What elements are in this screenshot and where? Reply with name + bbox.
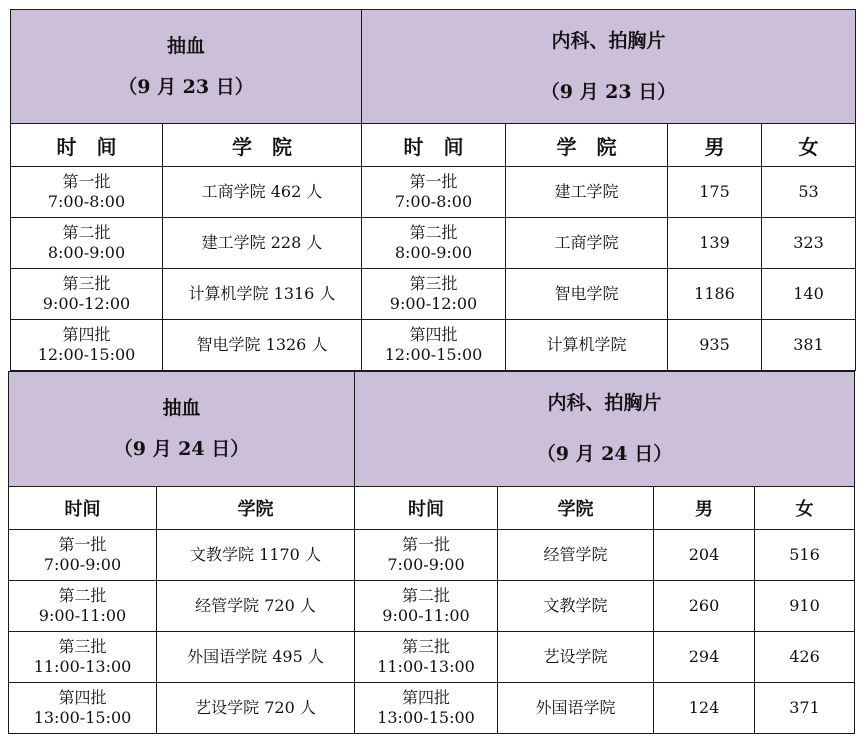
batch-time-range: 9:00-11:00 <box>38 606 127 625</box>
batch-time-cell <box>9 632 157 683</box>
blood-college-cell: 工商学院 462 人 <box>163 167 362 218</box>
batch-name: 第一批 <box>401 535 450 554</box>
batch-time-cell <box>9 683 157 734</box>
column-header-row <box>9 487 855 530</box>
exam-header <box>362 10 856 124</box>
table-row <box>9 581 855 632</box>
batch-time-range: 7:00-8:00 <box>394 192 473 211</box>
batch-name: 第二批 <box>409 223 458 242</box>
batch-name: 第三批 <box>62 274 111 293</box>
col-header-college: 学院 <box>498 487 654 530</box>
female-count-cell: 516 <box>755 530 855 581</box>
exam-college-cell: 经管学院 <box>498 530 654 581</box>
exam-header <box>355 372 855 487</box>
blood-college-cell: 外国语学院 495 人 <box>157 632 355 683</box>
blood-draw-header <box>9 372 355 487</box>
male-count-cell: 935 <box>668 320 762 371</box>
section-header-row <box>9 372 855 487</box>
batch-name: 第三批 <box>401 637 450 656</box>
male-count-cell: 204 <box>654 530 755 581</box>
schedule-table-day2 <box>8 371 855 734</box>
exam-title: 内科、拍胸片 <box>547 392 662 415</box>
blood-draw-date: （9 月 24 日） <box>113 438 250 460</box>
table-body <box>9 530 855 734</box>
batch-time-cell <box>362 269 506 320</box>
batch-time-cell <box>362 218 506 269</box>
table-row <box>9 683 855 734</box>
female-count-cell: 910 <box>755 581 855 632</box>
batch-time-cell <box>11 167 163 218</box>
batch-time-cell <box>11 269 163 320</box>
col-header-female: 女 <box>762 124 856 167</box>
col-header-male: 男 <box>668 124 762 167</box>
table-row <box>11 269 856 320</box>
col-header-time: 时 间 <box>11 124 163 167</box>
batch-name: 第三批 <box>58 637 107 656</box>
col-header-college: 学 院 <box>163 124 362 167</box>
schedule-table-day1 <box>10 9 856 371</box>
exam-college-cell: 文教学院 <box>498 581 654 632</box>
batch-name: 第二批 <box>401 586 450 605</box>
blood-college-cell: 计算机学院 1316 人 <box>163 269 362 320</box>
exam-date: （9 月 24 日） <box>536 443 673 465</box>
batch-name: 第一批 <box>62 172 111 191</box>
col-header-time: 时间 <box>355 487 498 530</box>
batch-time-range: 13:00-15:00 <box>33 708 132 727</box>
batch-name: 第二批 <box>58 586 107 605</box>
batch-name: 第四批 <box>58 688 107 707</box>
col-header-college: 学 院 <box>506 124 668 167</box>
batch-time-cell <box>11 320 163 371</box>
batch-time-cell <box>362 320 506 371</box>
batch-name: 第四批 <box>401 688 450 707</box>
male-count-cell: 139 <box>668 218 762 269</box>
blood-college-cell: 文教学院 1170 人 <box>157 530 355 581</box>
col-header-time: 时间 <box>9 487 157 530</box>
batch-time-range: 7:00-9:00 <box>43 555 122 574</box>
table-row <box>9 530 855 581</box>
col-header-college: 学院 <box>157 487 355 530</box>
table-row <box>11 167 856 218</box>
batch-time-cell <box>355 632 498 683</box>
batch-time-range: 11:00-13:00 <box>377 657 475 676</box>
exam-college-cell: 建工学院 <box>506 167 668 218</box>
blood-college-cell: 经管学院 720 人 <box>157 581 355 632</box>
female-count-cell: 323 <box>762 218 856 269</box>
exam-college-cell: 智电学院 <box>506 269 668 320</box>
batch-name: 第二批 <box>62 223 111 242</box>
table-row <box>11 218 856 269</box>
male-count-cell: 260 <box>654 581 755 632</box>
batch-time-cell <box>9 530 157 581</box>
section-header-row <box>11 10 856 124</box>
batch-time-range: 11:00-13:00 <box>33 657 132 676</box>
batch-time-cell <box>9 581 157 632</box>
batch-time-range: 7:00-8:00 <box>47 192 126 211</box>
female-count-cell: 53 <box>762 167 856 218</box>
exam-college-cell: 艺设学院 <box>498 632 654 683</box>
batch-time-range: 7:00-9:00 <box>387 555 465 574</box>
batch-name: 第一批 <box>409 172 458 191</box>
column-header-row <box>11 124 856 167</box>
exam-date: （9 月 23 日） <box>540 80 677 103</box>
blood-draw-date: （9 月 23 日） <box>118 75 254 98</box>
blood-draw-header <box>11 10 362 124</box>
batch-time-cell <box>355 581 498 632</box>
batch-time-range: 9:00-12:00 <box>42 294 131 313</box>
exam-college-cell: 工商学院 <box>506 218 668 269</box>
male-count-cell: 175 <box>668 167 762 218</box>
exam-college-cell: 计算机学院 <box>506 320 668 371</box>
male-count-cell: 294 <box>654 632 755 683</box>
female-count-cell: 371 <box>755 683 855 734</box>
female-count-cell: 140 <box>762 269 856 320</box>
batch-time-cell <box>355 683 498 734</box>
batch-time-cell <box>11 218 163 269</box>
table-row <box>11 320 856 371</box>
batch-time-range: 12:00-15:00 <box>37 345 136 364</box>
blood-college-cell: 建工学院 228 人 <box>163 218 362 269</box>
batch-time-range: 9:00-12:00 <box>389 294 478 313</box>
batch-name: 第四批 <box>62 325 111 344</box>
batch-time-range: 9:00-11:00 <box>382 606 470 625</box>
batch-time-range: 8:00-9:00 <box>394 243 473 262</box>
batch-time-range: 12:00-15:00 <box>384 345 483 364</box>
female-count-cell: 426 <box>755 632 855 683</box>
exam-title: 内科、拍胸片 <box>551 29 666 52</box>
batch-time-range: 13:00-15:00 <box>377 708 475 727</box>
col-header-male: 男 <box>654 487 755 530</box>
batch-name: 第四批 <box>409 325 458 344</box>
male-count-cell: 124 <box>654 683 755 734</box>
male-count-cell: 1186 <box>668 269 762 320</box>
table-body <box>11 167 856 371</box>
female-count-cell: 381 <box>762 320 856 371</box>
blood-draw-title: 抽血 <box>162 397 201 420</box>
col-header-time: 时 间 <box>362 124 506 167</box>
batch-time-cell <box>355 530 498 581</box>
batch-name: 第一批 <box>58 535 107 554</box>
table-row <box>9 632 855 683</box>
col-header-female: 女 <box>755 487 855 530</box>
batch-time-cell <box>362 167 506 218</box>
batch-name: 第三批 <box>409 274 458 293</box>
exam-college-cell: 外国语学院 <box>498 683 654 734</box>
blood-college-cell: 艺设学院 720 人 <box>157 683 355 734</box>
blood-draw-title: 抽血 <box>166 34 205 57</box>
batch-time-range: 8:00-9:00 <box>47 243 126 262</box>
blood-college-cell: 智电学院 1326 人 <box>163 320 362 371</box>
